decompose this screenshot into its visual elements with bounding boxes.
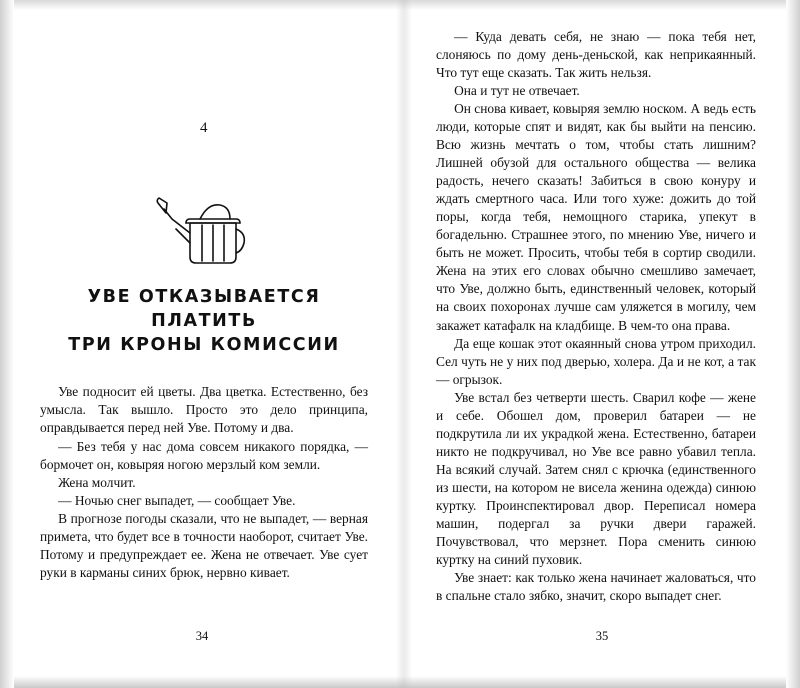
- paragraph: Уве подносит ей цветы. Два цветка. Естественно, без умысла. Так вышло. Просто это дело принципа, оправдывается перед ней Уве. Потому и два.: [40, 384, 368, 436]
- chapter-vignette: [40, 185, 368, 271]
- left-page-body: [40, 383, 368, 581]
- page-number-right: 35: [595, 629, 609, 643]
- paragraph: — Ночью снег выпадет, — сообщает Уве.: [58, 492, 296, 508]
- chapter-title: [40, 285, 368, 357]
- paragraph: Уве знает: как только жена начинает жаловаться, что в спальне стало зябко, значит, скоро выпадет снег.: [436, 569, 756, 603]
- watering-can-icon: [150, 185, 258, 271]
- chapter-number: 4: [200, 120, 208, 136]
- paragraph: Она и тут не отвечает.: [454, 83, 580, 99]
- right-page: [404, 0, 800, 688]
- page-number-left: 34: [195, 629, 209, 643]
- paragraph: Жена молчит.: [58, 474, 136, 490]
- paragraph: Да еще кошак этот окаянный снова утром приходил. Сел чуть не у них под дверью, холера. Да и не кот, а так — огрызок.: [436, 335, 756, 387]
- paragraph: Он снова кивает, ковыряя землю носком. А ведь есть люди, которые спят и видят, как бы выйти на пенсию. Всю жизнь мечтать о том, чтобы стать лишним? Лишней обузой для остального общества — велика радость, нечего сказать! Забиться в свою конуру и ждать смертного часа. Или того хуже: дожить до той поры, когда тебя, немощного старика, упекут в богадельню. Страшнее этого, по мнению Уве, ничего и быть не может. Просить, чтобы тебя в сортир сводили. Жена на этих его словах обычно смешливо замечает, что Уве, должно быть, единственный человек, который на своих похоронах лучше сам уляжется в могилу, чем закажет катафалк на кладбище. В чем-то она права.: [436, 101, 756, 333]
- paragraph: В прогнозе погоды сказали, что не выпадет, — верная примета, что будет все в точности наоборот, считает Уве. Потому и предупреждает ее. Жена не отвечает. Уве сует руки в карманы синих брюк, нервно кивает.: [40, 510, 368, 580]
- paragraph: — Куда девать себя, не знаю — пока тебя нет, слоняюсь по дому день-деньской, как неприкаянный. Что тут еще сказать. Так жить нельзя.: [436, 29, 756, 81]
- right-page-body: [436, 28, 756, 605]
- chapter-title-line-1: УВЕ ОТКАЗЫВАЕТСЯ ПЛАТИТЬ: [87, 287, 321, 332]
- paragraph: — Без тебя у нас дома совсем никакого порядка, — бормочет он, ковыряя ногою мерзлый ком земли.: [40, 438, 368, 472]
- chapter-title-line-2: ТРИ КРОНЫ КОМИССИИ: [68, 335, 340, 356]
- paragraph: Уве встал без четверти шесть. Сварил кофе — жене и себе. Обошел дом, проверил батареи — не подкрутила ли их украдкой жена. Естественно, батареи никто не подкручивал, но Уве все равно убавил тепла. На всякий случай. Затем снял с крючка (единственного из шести, на котором не висела женина одежда) синюю куртку. Проинспектировал двор. Переписал номера машин, подергал за ручки двери гаражей. Почувствовал, что мерзнет. Пора сменить синюю куртку на синий пуховик.: [436, 389, 756, 567]
